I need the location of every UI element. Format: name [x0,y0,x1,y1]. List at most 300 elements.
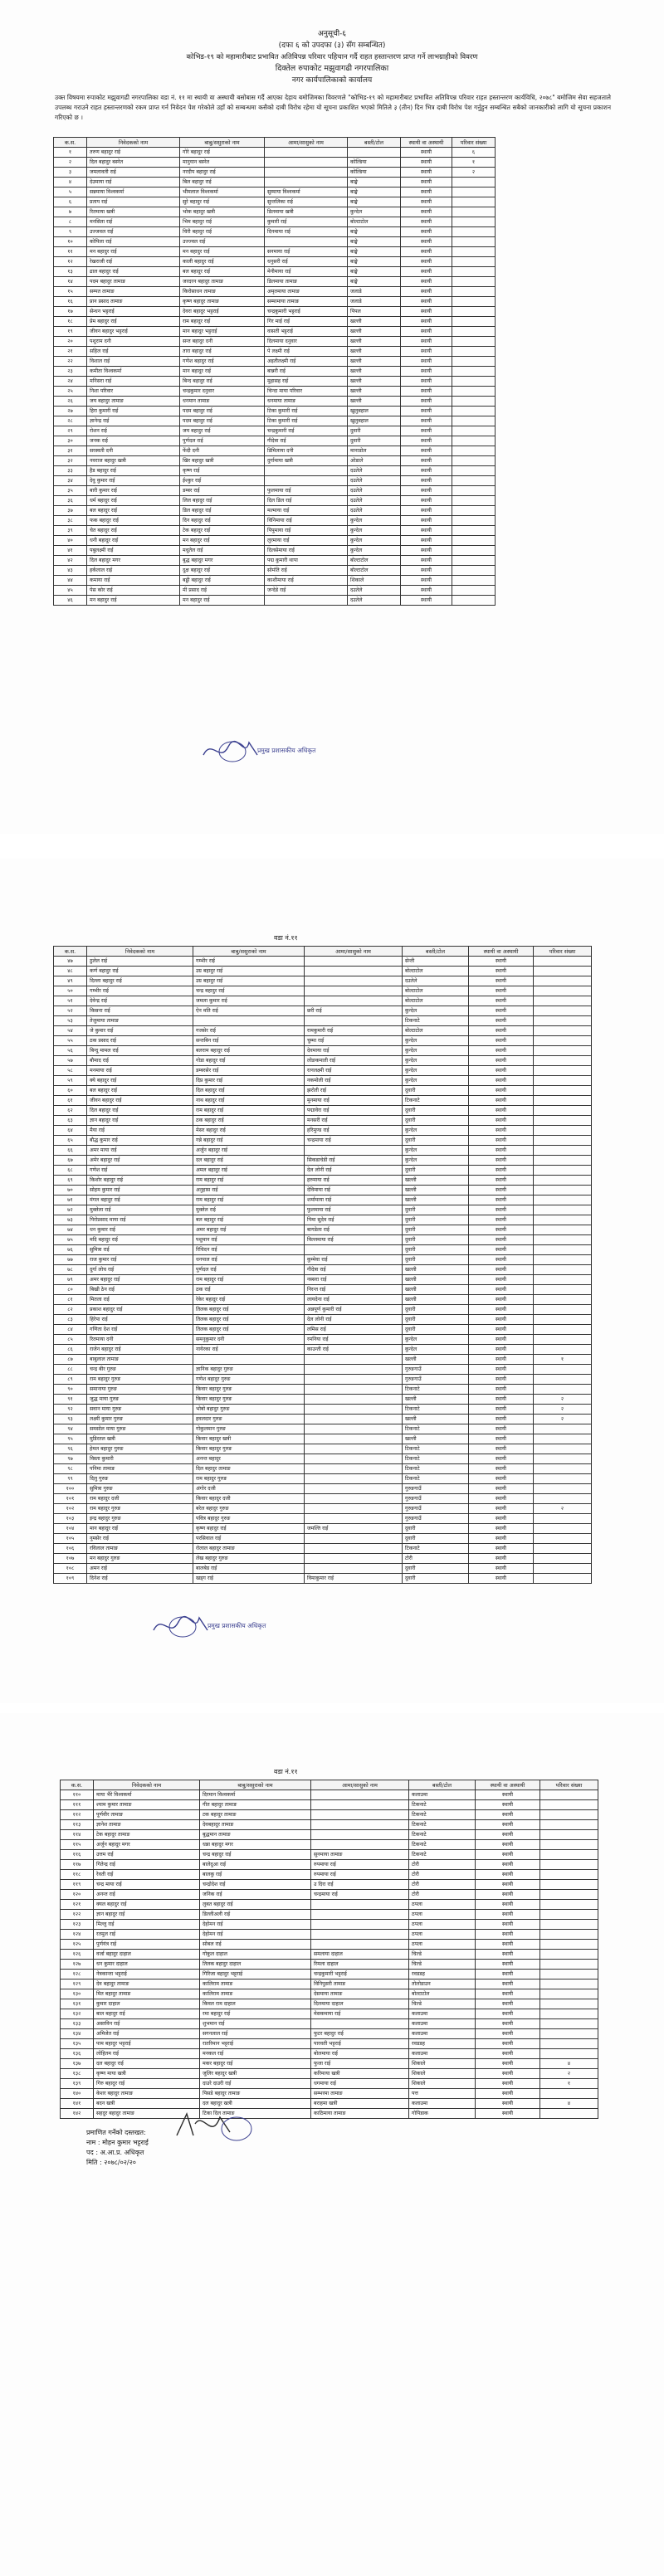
cell-residency: स्थायी [469,1046,534,1056]
cell-father: रेकेर बहादुर राई [193,1295,305,1305]
cell-residency: स्थायी [469,1534,534,1544]
table-row [54,1365,592,1375]
cell-mother [305,996,403,1006]
cell-mother: मल्माया राई [265,506,348,516]
table-row [61,1850,598,1860]
table-row [54,1116,592,1126]
cell-family-count: ४ [540,2099,598,2109]
cell-settlement [348,148,401,158]
cell-mother: हरिमुण्ड राई [305,1126,403,1136]
cell-residency: स्थायी [476,1989,540,1999]
cell-family-count: २ [534,1405,592,1415]
table-row [54,148,496,158]
cell-mother: चन्द्रमाया राई [311,1890,409,1900]
cell-family-count [534,1245,592,1255]
cell-residency: स्थायी [476,2089,540,2099]
certifier-post: पद : अ.आ.प्र. अधिकृत [86,2149,144,2156]
table-row [54,496,496,506]
cell-applicant: दिल बहादुर मगर [87,556,180,566]
cell-father: पवित्र बहादुर गुरुङ [193,1514,305,1524]
col-serial: क.स. [54,138,87,148]
cell-applicant: दिनेश राई [87,1574,193,1584]
table-row [54,287,496,297]
table-row [54,1046,592,1056]
cell-father: उज्ज्वल राई [180,237,265,247]
cell-applicant: तेजुमाया तामाङ [87,1016,193,1026]
cell-father: पदम बहादुर राई [180,416,265,426]
cell-serial: १२८ [61,1970,94,1979]
table-row [54,586,496,596]
cell-father: जय बहादुर राई [180,426,265,436]
table-row [54,307,496,317]
cell-serial: २५ [54,387,87,397]
cell-father: चन्द्रकुमार दनुवार [180,387,265,397]
cell-residency: स्थायी [476,2049,540,2059]
certifier-block [86,2128,149,2168]
cell-settlement: रवडडह [409,1970,476,1979]
cell-mother: लुरमाया राई [265,536,348,546]
cell-serial: ८५ [54,1335,87,1345]
table-row [54,476,496,486]
cell-applicant: गणेश राई [87,1166,193,1176]
cell-mother: देविमाया राई [305,1186,403,1195]
cell-applicant: मिल्लु राई [94,1920,200,1930]
cell-serial: ४० [54,536,87,546]
cell-mother: नकमोली राई [305,1076,403,1086]
cell-applicant: विशाल राई [87,357,180,367]
cell-father: धन्ना बहादुर मगर [200,1840,311,1850]
cell-settlement: गुरुङगाउँ [403,1365,469,1375]
cell-serial: १३७ [61,2059,94,2069]
cell-applicant: प्रताप राई [87,197,180,207]
cell-family-count [452,397,496,407]
cell-serial: ७५ [54,1235,87,1245]
table-row [54,377,496,387]
table-row [54,516,496,526]
table-row [61,1820,598,1830]
cell-mother: निरन्त राई [305,1285,403,1295]
cell-settlement: बाङ्घे [348,187,401,197]
cell-mother [311,1920,409,1930]
cell-residency: स्थायी [476,1840,540,1850]
cell-father: हवलदार गुरुङ [193,1415,305,1424]
cell-mother: काउन्ती राई [305,1345,403,1355]
cell-settlement: टिकनाटे [409,1820,476,1830]
cell-settlement: दुवारी [403,1086,469,1096]
cell-applicant: अमिजेत राई [94,2029,200,2039]
cell-serial: ९२ [54,1405,87,1415]
table-row [61,1790,598,1800]
cell-settlement: बाङ्घे [348,247,401,257]
cell-father: किवार बहादुर खत्री [193,1434,305,1444]
cell-family-count [534,1106,592,1116]
cell-settlement: खल्ली [403,1186,469,1195]
cell-family-count: १ [452,158,496,168]
table-row [61,2079,598,2089]
cell-mother: सिकडाचेडी राई [305,1156,403,1166]
cell-residency: स्थायी [476,1900,540,1910]
cell-mother: रुपमाया राई [311,1870,409,1880]
cell-residency: स्थायी [469,1016,534,1026]
table-row [54,1415,592,1424]
cell-family-count [452,357,496,367]
cell-father: लुबत बहादुर राई [200,1900,311,1910]
cell-settlement: खल्ली [348,327,401,337]
cell-settlement: टिकनाटे [409,1830,476,1840]
cell-father: बालेदुआ राई [200,1860,311,1870]
table-row [54,1305,592,1315]
cell-family-count [540,1820,598,1830]
cell-residency: स्थायी [469,1295,534,1305]
cell-family-count [452,247,496,257]
cell-serial: १०१ [54,1494,87,1504]
cell-residency: स्थायी [476,2109,540,2119]
table-row [61,2029,598,2039]
cell-family-count: १ [540,2079,598,2089]
cell-settlement: खल्ली [348,337,401,347]
cell-settlement: गुरुङगाउँ [403,1375,469,1385]
cell-applicant: अमेर बहादुर राई [87,1156,193,1166]
cell-father: तारा बहादुर राई [180,347,265,357]
cell-father: टक बहादुर तामाङ [200,1810,311,1820]
cell-settlement: खल्ली [348,387,401,397]
cell-family-count [452,436,496,446]
cell-family-count [540,2039,598,2049]
cell-settlement: खल्ली [403,1295,469,1305]
cell-settlement: टिकनाटे [403,1464,469,1474]
cell-mother: मुनमाया राई [305,1096,403,1106]
cell-applicant: इन्द्र बहादुर गुरुङ [87,1514,193,1524]
table-row [54,257,496,267]
cell-applicant: कमीता विश्वकर्मा [87,367,180,377]
cell-residency: स्थायी [401,347,452,357]
col-father: बाबु/ससुराको नाम [193,947,305,957]
cell-father: ऐन मति राई [193,1006,305,1016]
cell-mother: जन्देडे राई [265,586,348,596]
cell-applicant: वर्जा बहादुर दाहाल [94,1950,200,1960]
cell-family-count [540,1960,598,1970]
cell-applicant: रितमाया खत्री [87,207,180,217]
cell-father: कृष्ण बहादुर तामाङ [180,297,265,307]
table-row [54,247,496,257]
cell-residency: स्थायी [469,1375,534,1385]
cell-family-count [534,1375,592,1385]
cell-family-count [534,1554,592,1564]
cell-family-count [452,267,496,277]
cell-family-count [534,1514,592,1524]
cell-settlement: दुवारी [403,1116,469,1126]
cell-family-count: २ [534,1395,592,1405]
cell-family-count [534,967,592,976]
cell-mother: कुमारी राई [265,217,348,227]
cell-serial: ३३ [54,466,87,476]
cell-serial: ४२ [54,556,87,566]
cell-family-count [452,536,496,546]
cell-applicant: पशुराम दनी [87,337,180,347]
cell-family-count [452,416,496,426]
table-row [54,407,496,416]
cell-applicant: अनन्त राई [94,1890,200,1900]
cell-mother: पे लक्ष्मी राई [265,347,348,357]
cell-father: समनुकुमार दनी [193,1335,305,1345]
cell-settlement: दउतेले [348,496,401,506]
cell-residency: स्थायी [401,486,452,496]
cell-serial: १३१ [61,1999,94,2009]
cell-mother: गीदेत्रा राई [305,1265,403,1275]
cell-applicant: गम्भीर राई [87,986,193,996]
cell-serial: १०० [54,1484,87,1494]
cell-family-count [534,1036,592,1046]
table-row [54,1136,592,1146]
cell-residency: स्थायी [469,1405,534,1415]
table-row [54,506,496,516]
beneficiary-table-page-3 [60,1780,598,2119]
cell-family-count [452,456,496,466]
cell-residency: स्थायी [469,1385,534,1395]
cell-mother [305,976,403,986]
cell-applicant: दिल बहादुर राई [87,1106,193,1116]
cell-serial: ११ [54,247,87,257]
cell-serial: ५६ [54,1046,87,1056]
cell-mother: दिलमाया दनुवार [265,337,348,347]
cell-family-count [534,1195,592,1205]
cell-family-count [452,556,496,566]
cell-serial: १३ [54,267,87,277]
cell-mother: पिपुमाया राई [265,526,348,536]
cell-serial: ११८ [61,1870,94,1880]
table-row [54,237,496,247]
cell-family-count [540,1940,598,1950]
cell-mother: लमिस राई [305,1325,403,1335]
notice-page-3 [0,1713,664,2576]
cell-applicant: हेमल बहादुर गुरुङ [87,1444,193,1454]
cell-mother: धगमाया राई [311,2079,409,2089]
cell-settlement: दुवारी [403,1315,469,1325]
cell-settlement: कोल्डिया [348,168,401,178]
cell-serial: ७८ [54,1265,87,1275]
cell-applicant: राजेन बहादुर राई [87,1345,193,1355]
signature-icon [170,2107,261,2144]
table-row [54,1464,592,1474]
cell-applicant: तरुण बहादुर राई [87,148,180,158]
cell-applicant: किशोर बहादुर राई [87,1176,193,1186]
table-row [54,1544,592,1554]
cell-residency: स्थायी [469,1454,534,1464]
cell-family-count [534,1325,592,1335]
certifier-date: मिति : २०७८/०२/२० [86,2159,136,2166]
cell-settlement: दउतेले [403,976,469,986]
col-family-count: परिवार संख्या [452,138,496,148]
cell-serial: १४० [61,2089,94,2099]
cell-family-count [540,1890,598,1900]
cell-serial: ११५ [61,1840,94,1850]
cell-serial: १९ [54,327,87,337]
cell-mother: रत्नलक्ष्मी राई [305,1066,403,1076]
cell-residency: स्थायी [401,297,452,307]
cell-father: राम बहादुर राई [180,317,265,327]
cell-residency: स्थायी [469,1345,534,1355]
cell-father: अनन्त बहादुर [193,1454,305,1464]
cell-family-count [534,1534,592,1544]
cell-serial: १६ [54,297,87,307]
cell-serial: ४९ [54,976,87,986]
cell-residency: स्थायी [476,1880,540,1890]
cell-serial: ४३ [54,566,87,576]
table-row [61,2059,598,2069]
table-row [54,1176,592,1186]
cell-father: चन्द्र बहादुर राई [200,1850,311,1860]
cell-residency: स्थायी [476,1950,540,1960]
cell-father: मान बहादुर राई [180,367,265,377]
cell-family-count [534,957,592,967]
cell-father: गिरिजा बहादुर भट्टराई [200,1970,311,1979]
cell-applicant: बौद्ध कुमार राई [87,1136,193,1146]
cell-father: दाउरे दाउरी राई [200,2079,311,2089]
cell-family-count [452,516,496,526]
cell-serial: ४ [54,178,87,187]
col-settlement: बस्ती/टोल [409,1780,476,1790]
col-mother: आमा/सासुको नाम [311,1780,409,1790]
cell-applicant: जीवन बहादुर भट्टराई [87,327,180,337]
cell-settlement: कुन्देल [348,207,401,217]
table-row [54,1225,592,1235]
table-row [54,1096,592,1106]
cell-mother: सम्मामाया तामाङ [265,297,348,307]
cell-serial: ९० [54,1385,87,1395]
cell-family-count [540,1830,598,1840]
table-row [54,267,496,277]
cell-family-count [452,367,496,377]
cell-family-count [534,1335,592,1345]
cell-mother [305,1474,403,1484]
cell-serial: १४२ [61,2109,94,2119]
cell-mother: वासती भट्टराई [265,327,348,337]
cell-family-count [534,1265,592,1275]
cell-settlement: टिकनाटे [403,1444,469,1454]
cell-applicant: जमलावती राई [87,168,180,178]
table-row [61,1810,598,1820]
cell-father: दिल बहादुर राई [193,1086,305,1096]
cell-applicant: किसना राई [87,1006,193,1016]
table-header-row [54,947,592,957]
cell-settlement: टिकनाटे [403,1424,469,1434]
cell-serial: ५० [54,986,87,996]
cell-settlement: दउतेले [348,476,401,486]
cell-applicant: देवु कुमार राई [87,476,180,486]
cell-mother: दिलसेमाया राई [265,546,348,556]
cell-residency: स्थायी [469,1305,534,1315]
col-residency: स्थायी वा अस्थायी [401,138,452,148]
cell-mother: अन्नपूर्ण कुमारी राई [305,1305,403,1315]
cell-residency: स्थायी [401,168,452,178]
cell-applicant: सवान माया गुरुङ [87,1405,193,1415]
table-row [54,387,496,397]
table-row [54,1106,592,1116]
cell-father [193,1355,305,1365]
cell-applicant: नवराज बहादुर खत्री [87,456,180,466]
cell-mother: कुम्मेवा राई [305,1255,403,1265]
cell-settlement: ठपला [409,1940,476,1950]
cell-family-count [452,287,496,297]
table-row [54,1126,592,1136]
table-row [54,1235,592,1245]
cell-father: बालकु राई [200,1870,311,1880]
cell-mother: रिमला दाहाल [311,1960,409,1970]
cell-father: गन्ने बहादुर राई [193,1136,305,1146]
cell-mother [311,2019,409,2029]
cell-mother [311,1900,409,1910]
table-row [54,317,496,327]
col-family-count: परिवार संख्या [540,1780,598,1790]
cell-family-count [452,496,496,506]
cell-family-count [540,2049,598,2059]
cell-applicant: अमर बहादुर राई [87,1275,193,1285]
table-row [61,2069,598,2079]
cell-residency: स्थायी [469,1116,534,1126]
table-row [54,1484,592,1494]
cell-family-count [534,1544,592,1554]
cell-mother [305,1016,403,1026]
cell-residency: स्थायी [476,1979,540,1989]
cell-residency: स्थायी [401,436,452,446]
cell-family-count [452,446,496,456]
ward-label-2: वडा नं.११ [274,934,298,942]
cell-settlement: कुन्देल [348,536,401,546]
cell-serial: ६८ [54,1166,87,1176]
cell-serial: ६९ [54,1176,87,1186]
cell-applicant: राज कुमार राई [87,1255,193,1265]
table-row [61,2039,598,2049]
cell-family-count [540,1910,598,1920]
cell-serial: ७ [54,207,87,217]
table-row [54,1574,592,1584]
cell-settlement: कलाउमा [409,1790,476,1800]
cell-family-count [452,596,496,606]
cell-applicant: श्याम कुमार तामाङ [94,1800,200,1810]
cell-settlement: दुवारी [403,1215,469,1225]
table-row [61,1979,598,1989]
cell-residency: स्थायी [469,1156,534,1166]
cell-settlement: खल्ली [403,1176,469,1186]
cell-applicant: माया भैरे विश्वकर्मा [94,1790,200,1800]
cell-serial: १२२ [61,1910,94,1920]
table-row [54,1076,592,1086]
cell-father: गोकुल दाहाल [200,1950,311,1960]
cell-residency: स्थायी [401,526,452,536]
cell-mother: फुटर बहादुर राई [311,2029,409,2039]
cell-serial: ६० [54,1086,87,1096]
cell-applicant: देउमाया राई [87,178,180,187]
cell-mother [311,1790,409,1800]
cell-residency: स्थायी [401,237,452,247]
cell-residency: स्थायी [469,1424,534,1434]
cell-serial: ४५ [54,586,87,596]
cell-father: जनिक राई [200,1890,311,1900]
table-row [61,1960,598,1970]
cell-family-count [452,307,496,317]
cell-residency: स्थायी [469,1066,534,1076]
cell-family-count [534,1016,592,1026]
cell-father: राम बहादुर राई [193,1176,305,1186]
cell-settlement: दुवारी [403,1524,469,1534]
cell-father: गम्भीर राई [193,957,305,967]
table-row [54,158,496,168]
cell-applicant: पूर्णवीर तामाङ [94,1810,200,1820]
table-row [54,357,496,367]
cell-residency: स्थायी [401,556,452,566]
cell-mother [311,1820,409,1830]
cell-father: पशुमान राई [193,1235,305,1245]
